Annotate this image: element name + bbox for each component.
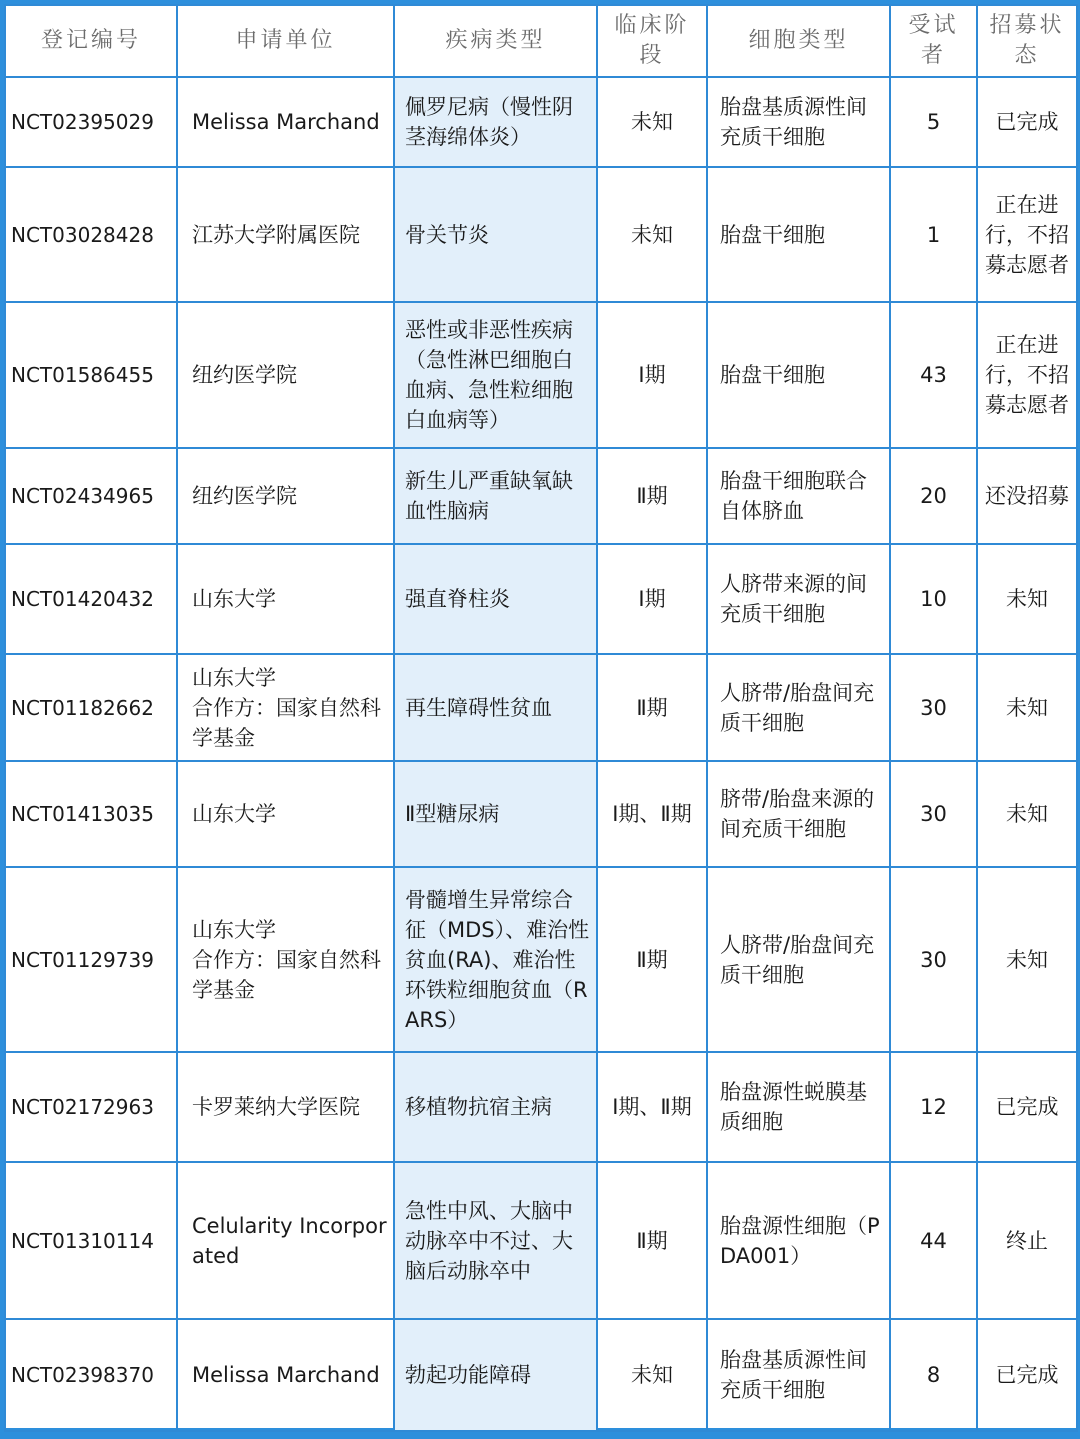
- registration-id-text: NCT01129739: [11, 947, 154, 972]
- table-row: [5, 1052, 1077, 1162]
- clinical-phase-cell: [597, 1319, 707, 1431]
- table-row: [5, 77, 1077, 167]
- clinical-phase-cell: [597, 167, 707, 302]
- disease-type-cell: [394, 654, 597, 761]
- cell-type-cell: [707, 1052, 890, 1162]
- registration-id-text: NCT02172963: [11, 1095, 154, 1119]
- cell-type-cell: [707, 867, 890, 1052]
- sponsor-text: 纽约医学院: [192, 484, 297, 508]
- recruitment-status-cell: [977, 1162, 1077, 1319]
- table-row: [5, 1162, 1077, 1319]
- subjects-cell: [890, 167, 977, 302]
- subjects-cell: [890, 1052, 977, 1162]
- recruitment-status-cell: [977, 77, 1077, 167]
- clinical-phase-cell: [597, 1162, 707, 1319]
- subjects-cell: [890, 448, 977, 544]
- subjects-text: 43: [920, 363, 947, 387]
- cell-type-text: 胎盘源性细胞（PDA001）: [720, 1213, 880, 1268]
- clinical-phase-cell: [597, 654, 707, 761]
- clinical-phase-text: Ⅱ期: [636, 484, 668, 508]
- clinical-phase-text: Ⅱ期: [636, 1228, 668, 1253]
- subjects-text: 12: [920, 1095, 947, 1119]
- header-cell-type: 细胞类型: [707, 5, 890, 77]
- cell-type-text: 胎盘源性蜕膜基质细胞: [720, 1080, 867, 1134]
- recruitment-status-cell: [977, 448, 1077, 544]
- subjects-cell: [890, 77, 977, 167]
- table-row: [5, 654, 1077, 761]
- disease-type-text: 恶性或非恶性疾病（急性淋巴细胞白血病、急性粒细胞白血病等）: [405, 318, 573, 432]
- subjects-text: 44: [920, 1228, 947, 1253]
- registration-id-text: NCT01182662: [11, 695, 154, 720]
- sponsor-cell: [177, 1319, 394, 1431]
- table-row: [5, 867, 1077, 1052]
- clinical-phase-text: Ⅰ期: [638, 587, 666, 611]
- registration-id-cell: [5, 1319, 177, 1431]
- table-row: [5, 761, 1077, 867]
- disease-type-cell: [394, 1319, 597, 1431]
- sponsor-text: 卡罗莱纳大学医院: [192, 1095, 360, 1119]
- cell-type-cell: [707, 1319, 890, 1431]
- registration-id-cell: [5, 448, 177, 544]
- clinical-phase-cell: [597, 302, 707, 448]
- disease-type-text: 骨关节炎: [405, 222, 489, 247]
- recruitment-status-text: 终止: [1006, 1228, 1048, 1253]
- clinical-phase-text: Ⅱ期: [636, 947, 668, 972]
- clinical-phase-text: 未知: [631, 110, 673, 134]
- clinical-phase-text: Ⅱ期: [636, 695, 668, 720]
- disease-type-cell: [394, 544, 597, 654]
- clinical-phase-text: Ⅰ期、Ⅱ期: [612, 802, 692, 826]
- sponsor-cell: [177, 1162, 394, 1319]
- sponsor-cell: [177, 867, 394, 1052]
- recruitment-status-text: 已完成: [995, 1095, 1059, 1119]
- clinical-phase-cell: [597, 544, 707, 654]
- recruitment-status-text: 未知: [1006, 947, 1048, 972]
- registration-id-text: NCT02398370: [11, 1363, 154, 1387]
- sponsor-text: 山东大学 合作方：国家自然科学基金: [192, 665, 381, 750]
- clinical-phase-text: 未知: [631, 1363, 673, 1387]
- registration-id-cell: [5, 77, 177, 167]
- disease-type-text: 移植物抗宿主病: [405, 1095, 552, 1119]
- sponsor-text: Melissa Marchand: [192, 110, 380, 134]
- recruitment-status-cell: [977, 867, 1077, 1052]
- sponsor-text: 山东大学: [192, 802, 276, 826]
- disease-type-cell: [394, 167, 597, 302]
- recruitment-status-cell: [977, 544, 1077, 654]
- disease-type-text: 急性中风、大脑中动脉卒中不过、大脑后动脉卒中: [405, 1198, 573, 1283]
- recruitment-status-cell: [977, 302, 1077, 448]
- disease-type-cell: [394, 448, 597, 544]
- cell-type-text: 胎盘基质源性间充质干细胞: [720, 1348, 867, 1402]
- registration-id-cell: [5, 544, 177, 654]
- registration-id-cell: [5, 1052, 177, 1162]
- table-row: [5, 1319, 1077, 1431]
- sponsor-text: 江苏大学附属医院: [192, 222, 360, 247]
- subjects-cell: [890, 302, 977, 448]
- registration-id-cell: [5, 761, 177, 867]
- subjects-text: 30: [920, 695, 947, 720]
- disease-type-text: 骨髓增生异常综合征（MDS）、难治性贫血(RA)、难治性环铁粒细胞贫血（RARS）: [405, 887, 590, 1032]
- disease-type-text: 新生儿严重缺氧缺血性脑病: [405, 469, 573, 523]
- sponsor-cell: [177, 544, 394, 654]
- registration-id-cell: [5, 1162, 177, 1319]
- subjects-cell: [890, 867, 977, 1052]
- disease-type-text: 强直脊柱炎: [405, 587, 510, 611]
- sponsor-cell: [177, 448, 394, 544]
- disease-type-text: 再生障碍性贫血: [405, 695, 552, 720]
- sponsor-text: Melissa Marchand: [192, 1363, 380, 1387]
- cell-type-text: 胎盘干细胞联合自体脐血: [720, 469, 867, 523]
- registration-id-text: NCT02395029: [11, 110, 154, 134]
- header-subjects: 受试者: [890, 5, 977, 77]
- recruitment-status-text: 正在进行，不招募志愿者: [985, 192, 1069, 277]
- recruitment-status-text: 还没招募: [985, 484, 1069, 508]
- header-recruitment-status: 招募状态: [977, 5, 1077, 77]
- cell-type-cell: [707, 1162, 890, 1319]
- recruitment-status-cell: [977, 654, 1077, 761]
- table-body: [5, 77, 1077, 1431]
- recruitment-status-text: 未知: [1006, 695, 1048, 720]
- registration-id-text: NCT01420432: [11, 587, 154, 611]
- disease-type-text: 佩罗尼病（慢性阴茎海绵体炎）: [405, 95, 573, 149]
- cell-type-cell: [707, 77, 890, 167]
- cell-type-cell: [707, 302, 890, 448]
- sponsor-cell: [177, 167, 394, 302]
- cell-type-text: 胎盘干细胞: [720, 222, 825, 247]
- header-disease-type: 疾病类型: [394, 5, 597, 77]
- disease-type-text: 勃起功能障碍: [405, 1363, 531, 1387]
- subjects-text: 1: [926, 222, 941, 247]
- trial-table-frame: [4, 4, 1076, 1428]
- subjects-text: 5: [926, 110, 941, 134]
- table-row: [5, 302, 1077, 448]
- table-row: [5, 167, 1077, 302]
- subjects-text: 8: [926, 1363, 941, 1387]
- registration-id-text: NCT02434965: [11, 484, 154, 508]
- clinical-phase-cell: [597, 761, 707, 867]
- subjects-cell: [890, 654, 977, 761]
- registration-id-cell: [5, 302, 177, 448]
- table-header-row: [5, 5, 1077, 77]
- recruitment-status-text: 未知: [1006, 587, 1048, 611]
- clinical-phase-text: 未知: [631, 222, 673, 247]
- cell-type-cell: [707, 654, 890, 761]
- clinical-phase-text: Ⅰ期、Ⅱ期: [612, 1095, 692, 1119]
- registration-id-cell: [5, 867, 177, 1052]
- registration-id-cell: [5, 167, 177, 302]
- disease-type-cell: [394, 761, 597, 867]
- sponsor-cell: [177, 654, 394, 761]
- recruitment-status-text: 未知: [1006, 802, 1048, 826]
- disease-type-cell: [394, 867, 597, 1052]
- cell-type-text: 胎盘干细胞: [720, 363, 825, 387]
- table-row: [5, 448, 1077, 544]
- subjects-text: 30: [920, 947, 947, 972]
- cell-type-cell: [707, 544, 890, 654]
- subjects-cell: [890, 1319, 977, 1431]
- cell-type-cell: [707, 167, 890, 302]
- clinical-phase-cell: [597, 77, 707, 167]
- sponsor-text: 山东大学 合作方：国家自然科学基金: [192, 917, 381, 1002]
- cell-type-cell: [707, 448, 890, 544]
- registration-id-cell: [5, 654, 177, 761]
- sponsor-cell: [177, 77, 394, 167]
- cell-type-text: 人脐带/胎盘间充质干细胞: [720, 932, 875, 987]
- recruitment-status-cell: [977, 1052, 1077, 1162]
- recruitment-status-text: 已完成: [995, 110, 1059, 134]
- recruitment-status-cell: [977, 761, 1077, 867]
- registration-id-text: NCT01310114: [11, 1228, 154, 1253]
- disease-type-cell: [394, 302, 597, 448]
- sponsor-text: 纽约医学院: [192, 363, 297, 387]
- subjects-cell: [890, 544, 977, 654]
- disease-type-cell: [394, 1162, 597, 1319]
- cell-type-text: 人脐带/胎盘间充质干细胞: [720, 680, 875, 735]
- disease-type-cell: [394, 1052, 597, 1162]
- disease-type-text: Ⅱ型糖尿病: [405, 802, 500, 826]
- header-registration-id: 登记编号: [5, 5, 177, 77]
- disease-type-cell: [394, 77, 597, 167]
- subjects-text: 10: [920, 587, 947, 611]
- header-clinical-phase: 临床阶段: [597, 5, 707, 77]
- registration-id-text: NCT01413035: [11, 802, 154, 826]
- clinical-phase-cell: [597, 1052, 707, 1162]
- clinical-phase-cell: [597, 448, 707, 544]
- table-row: [5, 544, 1077, 654]
- clinical-trials-table: [4, 4, 1078, 1432]
- header-sponsor: 申请单位: [177, 5, 394, 77]
- sponsor-cell: [177, 302, 394, 448]
- cell-type-text: 脐带/胎盘来源的间充质干细胞: [720, 787, 875, 841]
- sponsor-cell: [177, 1052, 394, 1162]
- recruitment-status-text: 正在进行，不招募志愿者: [985, 333, 1069, 417]
- recruitment-status-cell: [977, 1319, 1077, 1431]
- recruitment-status-text: 已完成: [995, 1363, 1059, 1387]
- sponsor-text: Celularity Incorporated: [192, 1213, 387, 1268]
- clinical-phase-cell: [597, 867, 707, 1052]
- recruitment-status-cell: [977, 167, 1077, 302]
- cell-type-text: 胎盘基质源性间充质干细胞: [720, 95, 867, 149]
- cell-type-text: 人脐带来源的间充质干细胞: [720, 572, 867, 626]
- registration-id-text: NCT01586455: [11, 363, 154, 387]
- subjects-text: 20: [920, 484, 947, 508]
- cell-type-cell: [707, 761, 890, 867]
- sponsor-cell: [177, 761, 394, 867]
- registration-id-text: NCT03028428: [11, 222, 154, 247]
- subjects-text: 30: [920, 802, 947, 826]
- subjects-cell: [890, 1162, 977, 1319]
- clinical-phase-text: Ⅰ期: [638, 363, 666, 387]
- subjects-cell: [890, 761, 977, 867]
- sponsor-text: 山东大学: [192, 587, 276, 611]
